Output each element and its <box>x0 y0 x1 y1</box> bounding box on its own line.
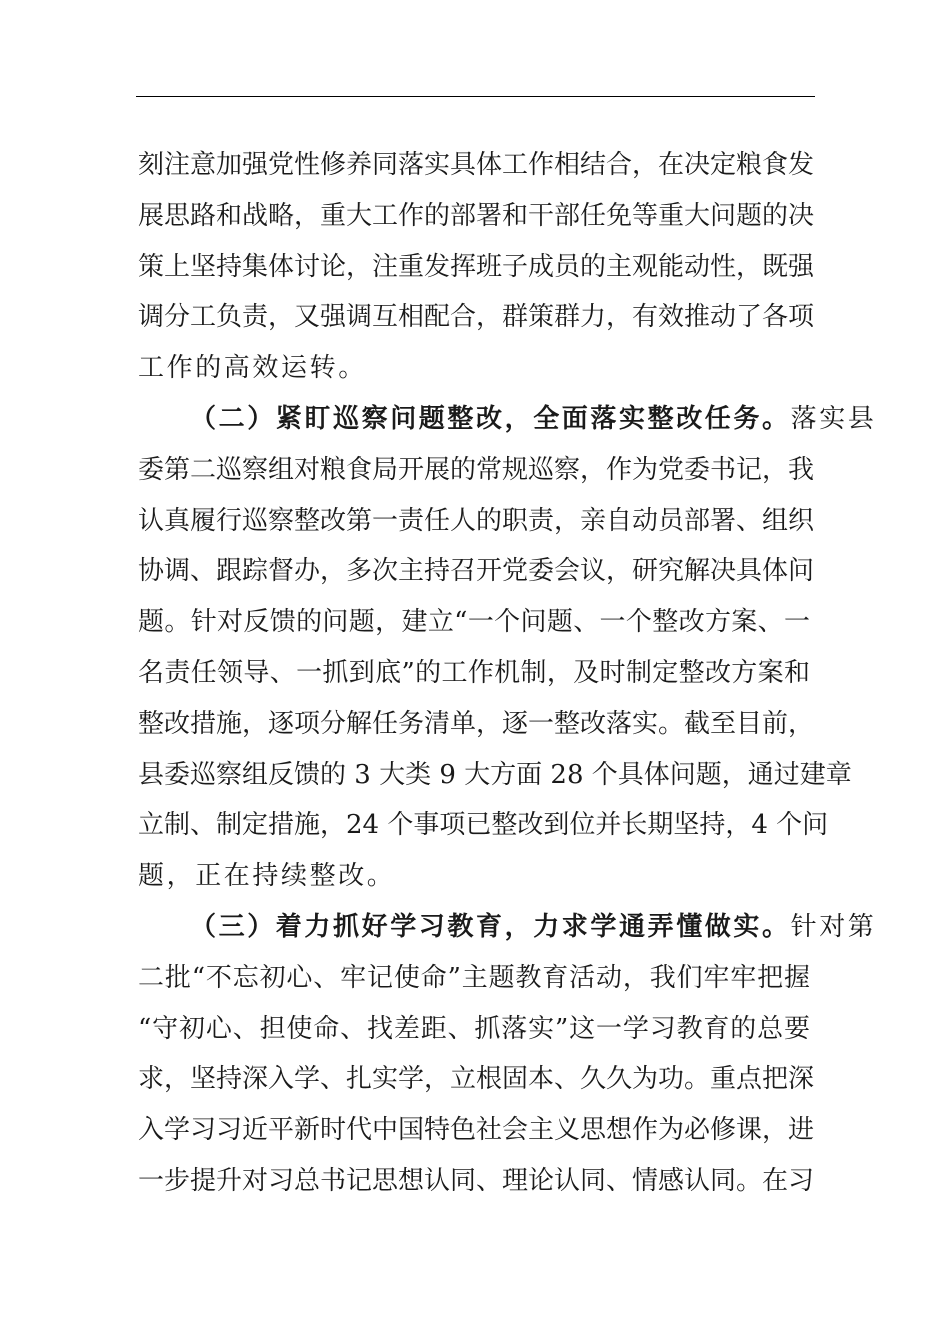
text-line: 工作的高效运转。 <box>138 353 367 384</box>
text-line: 题，正在持续整改。 <box>138 861 396 892</box>
paragraph-2 <box>138 394 877 902</box>
section-heading: （二）紧盯巡察问题整改，全面落实整改任务。 <box>190 403 791 434</box>
text-line: 入学习习近平新时代中国特色社会主义思想作为必修课，进 <box>138 1115 815 1146</box>
text-line: 一步提升对习总书记思想认同、理论认同、情感认同。在习 <box>138 1165 815 1196</box>
text-line: 策上坚持集体讨论，注重发挥班子成员的主观能动性，既强 <box>138 251 815 282</box>
text-line: 二批“不忘初心、牢记使命”主题教育活动，我们牢牢把握 <box>138 962 810 993</box>
text-run: 落实县 <box>790 403 877 434</box>
text-line: 展思路和战略，重大工作的部署和干部任免等重大问题的决 <box>138 200 815 231</box>
paragraph-first-line <box>138 902 877 953</box>
text-line: 认真履行巡察整改第一责任人的职责，亲自动员部署、组织 <box>138 505 815 536</box>
text-line: 县委巡察组反馈的 3 大类 9 大方面 28 个具体问题，通过建章 <box>138 759 852 790</box>
text-line: 委第二巡察组对粮食局开展的常规巡察，作为党委书记，我 <box>138 454 815 485</box>
section-heading: （三）着力抓好学习教育，力求学通弄懂做实。 <box>190 911 791 942</box>
text-line: 立制、制定措施，24 个事项已整改到位并长期坚持，4 个问 <box>138 810 829 841</box>
text-line: 调分工负责，又强调互相配合，群策群力，有效推动了各项 <box>138 302 815 333</box>
text-line: 刻注意加强党性修养同落实具体工作相结合，在决定粮食发 <box>138 150 815 180</box>
text-line: 名责任领导、一抓到底”的工作机制，及时制定整改方案和 <box>138 657 810 688</box>
paragraph-3 <box>138 902 877 1207</box>
document-body <box>138 140 877 1207</box>
text-line: 求，坚持深入学、扎实学，立根固本、久久为功。重点把深 <box>138 1064 815 1095</box>
text-run: 针对第 <box>790 911 877 942</box>
paragraph-1 <box>138 140 815 394</box>
text-line: 协调、跟踪督办，多次主持召开党委会议，研究解决具体问 <box>138 556 815 587</box>
paragraph-first-line <box>138 394 877 445</box>
header-rule <box>136 96 815 97</box>
text-line: “守初心、担使命、找差距、抓落实”这一学习教育的总要 <box>138 1013 810 1044</box>
text-line: 整改措施，逐项分解任务清单，逐一整改落实。截至目前， <box>138 708 815 739</box>
text-line: 题。针对反馈的问题，建立“一个问题、一个整改方案、一 <box>138 607 810 638</box>
